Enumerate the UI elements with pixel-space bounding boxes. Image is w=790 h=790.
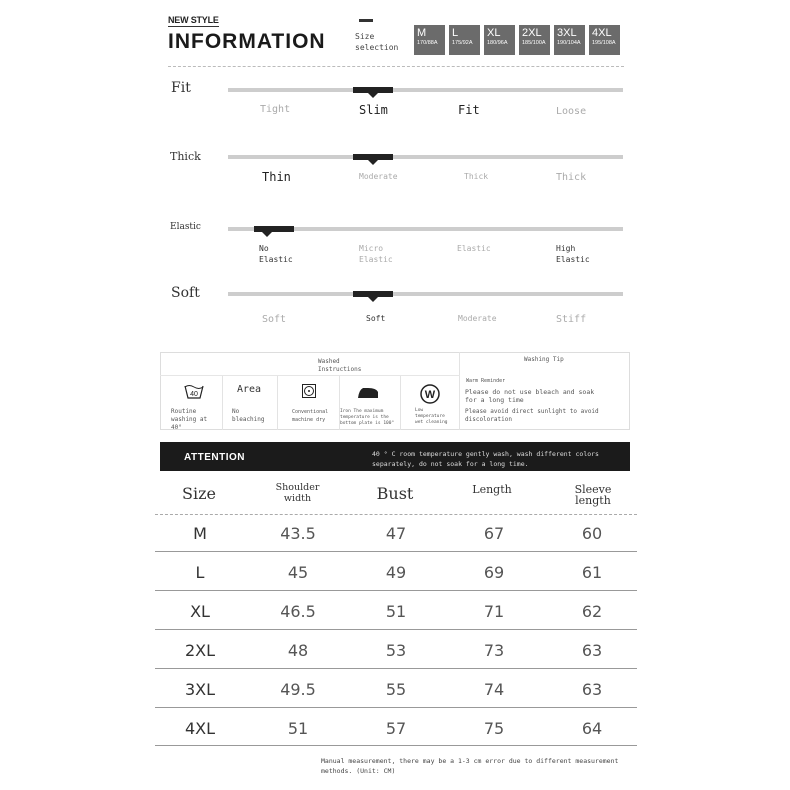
no-bleach-icon: Area: [237, 384, 262, 395]
size-option-l[interactable]: [449, 25, 480, 55]
attention-title: ATTENTION: [184, 452, 245, 463]
table-header-bust: Bust: [376, 484, 414, 503]
marker-pointer-icon: [368, 160, 378, 165]
marker-pointer-icon: [368, 93, 378, 98]
washing-tip-1: Please do not use bleach and soak for a long time: [465, 388, 595, 404]
table-cell-size: 3XL: [184, 680, 216, 699]
table-cell-size: M: [193, 524, 207, 543]
table-header-size: Size: [182, 484, 216, 503]
rating-option: Elastic: [457, 244, 491, 253]
wash-40-icon: [184, 384, 204, 399]
table-cell: 55: [385, 680, 407, 699]
washing-row-divider: [160, 375, 460, 376]
table-cell: 64: [581, 719, 603, 738]
table-cell: 69: [483, 563, 505, 582]
rating-option: Thick: [556, 172, 587, 183]
table-cell: 67: [483, 524, 505, 543]
rating-option: High Elastic: [556, 244, 590, 264]
size-option-spec: 185/100A: [522, 40, 546, 46]
rating-option: Loose: [556, 106, 587, 117]
table-divider: [155, 514, 637, 515]
marker-pointer-icon: [368, 297, 378, 302]
attention-text: 40 ° C room temperature gently wash, wash different colors separately, do not soak for a long time.: [372, 450, 599, 468]
table-cell: 47: [385, 524, 407, 543]
table-cell: 53: [385, 641, 407, 660]
table-cell: 46.5: [280, 602, 316, 621]
svg-text:40: 40: [190, 391, 198, 398]
table-divider: [155, 551, 637, 552]
wet-clean-caption: Low temperature wet cleaning: [415, 408, 448, 425]
icon-divider: [277, 376, 278, 430]
rating-option-selected: Moderate: [359, 172, 398, 181]
size-option-xl[interactable]: [484, 25, 515, 55]
rating-bar-thick: [228, 155, 623, 159]
table-cell: 74: [483, 680, 505, 699]
table-cell: 60: [581, 524, 603, 543]
rating-label-fit: Fit: [171, 80, 191, 96]
marker-pointer-icon: [262, 232, 272, 237]
rating-marker-elastic: [254, 226, 294, 232]
rating-option: Stiff: [556, 314, 587, 325]
rating-bar-fit: [228, 88, 623, 92]
rating-label-thick: Thick: [170, 150, 201, 163]
table-cell: 49.5: [280, 680, 316, 699]
table-divider: [155, 745, 637, 746]
size-option-spec: 170/88A: [417, 40, 438, 46]
tumble-dry-icon: [302, 384, 316, 398]
rating-option: Thin: [262, 170, 291, 184]
size-option-label: 2XL: [522, 27, 542, 39]
size-option-3xl[interactable]: [554, 25, 585, 55]
page-title: INFORMATION: [168, 30, 326, 53]
iron-icon: [356, 386, 380, 400]
size-option-spec: 195/108A: [592, 40, 616, 46]
wash-40-caption: Routine washing at 40°: [171, 408, 208, 431]
washing-instructions-title: Washed Instructions: [318, 358, 362, 373]
size-option-spec: 180/96A: [487, 40, 508, 46]
table-cell: 71: [483, 602, 505, 621]
table-cell-size: 2XL: [184, 641, 216, 660]
rating-option: Tight: [260, 104, 291, 115]
size-option-label: 3XL: [557, 27, 577, 39]
rating-option: Micro Elastic: [359, 244, 393, 264]
rating-option: Soft: [262, 314, 287, 325]
tumble-dry-caption: Conventional machine dry: [292, 409, 329, 423]
size-option-spec: 190/104A: [557, 40, 581, 46]
iron-caption: Iron The maximum temperature is the bottom plate is 100°: [340, 409, 395, 426]
table-cell: 49: [385, 563, 407, 582]
warm-reminder-label: Warm Reminder: [466, 378, 506, 384]
rating-option: Moderate: [458, 314, 497, 323]
table-cell-size: XL: [190, 602, 210, 621]
wet-clean-icon: [420, 384, 440, 404]
table-divider: [155, 707, 637, 708]
table-cell: 51: [385, 602, 407, 621]
size-option-label: L: [452, 27, 459, 39]
brand-tagline: NEW STYLE: [168, 15, 219, 25]
table-cell: 61: [581, 563, 603, 582]
size-option-label: XL: [487, 27, 501, 39]
measurement-note: Manual measurement, there may be a 1-3 cm error due to different measurement methods. (Unit: CM): [321, 757, 619, 775]
rating-option-selected: Soft: [366, 314, 386, 323]
table-cell: 73: [483, 641, 505, 660]
table-cell: 51: [287, 719, 309, 738]
size-selection-mark: [359, 19, 373, 22]
size-option-spec: 175/92A: [452, 40, 473, 46]
table-divider: [155, 590, 637, 591]
table-cell: 63: [581, 641, 603, 660]
table-cell: 63: [581, 680, 603, 699]
icon-divider: [222, 376, 223, 430]
table-cell: 43.5: [280, 524, 316, 543]
table-cell-size: 4XL: [184, 719, 216, 738]
size-option-label: 4XL: [592, 27, 612, 39]
size-option-label: M: [417, 27, 427, 39]
size-option-4xl[interactable]: [589, 25, 620, 55]
no-bleach-caption: No bleaching: [232, 408, 265, 423]
table-header-sleeve: Sleeve length: [574, 483, 612, 507]
table-cell: 75: [483, 719, 505, 738]
washing-divider: [459, 352, 460, 430]
table-divider: [155, 629, 637, 630]
icon-divider: [400, 376, 401, 430]
table-cell: 62: [581, 602, 603, 621]
rating-bar-soft: [228, 292, 623, 296]
table-cell-size: L: [195, 563, 205, 582]
table-header-length: Length: [472, 483, 512, 496]
rating-option-selected: No Elastic: [259, 244, 293, 264]
rating-option-selected: Slim: [359, 103, 388, 117]
washing-tip-2: Please avoid direct sunlight to avoid discoloration: [465, 408, 599, 423]
rating-option: Thick: [464, 172, 489, 181]
table-cell: 45: [287, 563, 309, 582]
table-divider: [155, 668, 637, 669]
rating-option: Fit: [458, 103, 480, 117]
table-cell: 57: [385, 719, 407, 738]
size-option-2xl[interactable]: [519, 25, 550, 55]
size-selection-label: Size selection: [355, 32, 399, 52]
rating-label-soft: Soft: [171, 285, 200, 301]
table-cell: 48: [287, 641, 309, 660]
washing-tip-title: Washing Tip: [524, 356, 564, 363]
svg-text:W: W: [424, 389, 436, 401]
table-header-shoulder: Shoulder width: [275, 482, 320, 504]
rating-label-elastic: Elastic: [170, 222, 201, 232]
size-option-m[interactable]: [414, 25, 445, 55]
header-divider: [168, 66, 624, 67]
